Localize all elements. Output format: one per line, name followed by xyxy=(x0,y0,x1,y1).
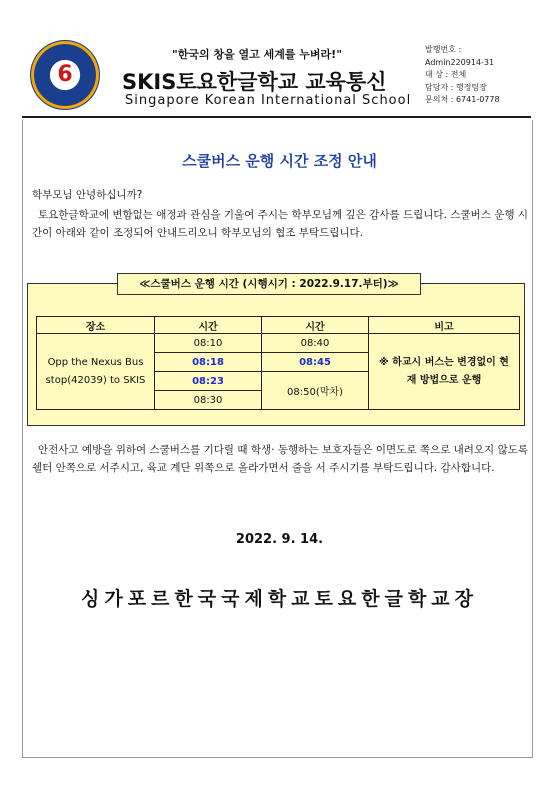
time-a-3: 08:23 xyxy=(155,372,262,391)
manager: 담당자 : 행정팀장 xyxy=(425,82,487,92)
header-divider xyxy=(22,116,531,118)
issue-meta xyxy=(425,44,500,107)
header-time-2: 시간 xyxy=(262,317,369,334)
target-audience: 대 상 : 전체 xyxy=(425,70,467,79)
schedule-table xyxy=(36,316,520,410)
issue-date: 2022. 9. 14. xyxy=(235,532,324,547)
header-time-1: 시간 xyxy=(155,317,262,334)
schedule-box-title: ≪스쿨버스 운행 시간 (시행시기 : 2022.9.17.부터)≫ xyxy=(117,273,421,295)
bus-stop-place: Opp the Nexus Bus stop(42039) to SKIS xyxy=(37,334,155,410)
contact: 문의처 : 6741-0778 xyxy=(425,95,500,104)
school-name-english: Singapore Korean International School xyxy=(125,93,412,108)
header-note: 비고 xyxy=(369,317,520,334)
newsletter-title: SKIS토요한글학교 교육통신 xyxy=(122,70,387,94)
time-b-3: 08:50(막차) xyxy=(262,372,369,410)
time-b-1: 08:40 xyxy=(262,334,369,353)
principal-signature: 싱가포르한국국제학교토요한글학교장 xyxy=(80,588,479,610)
time-a-2: 08:18 xyxy=(155,353,262,372)
issue-label: 발행번호 : xyxy=(425,45,462,54)
document-title: 스쿨버스 운행 시간 조정 안내 xyxy=(182,152,377,170)
greeting: 학부모님 안녕하십니까? xyxy=(32,189,143,201)
time-b-2: 08:45 xyxy=(262,353,369,372)
newsletter-header xyxy=(22,30,531,110)
schedule-note: ※ 하교시 버스는 변경없이 현재 방법으로 운행 xyxy=(369,334,520,410)
slogan: "한국의 창을 열고 세계를 누벼라!" xyxy=(172,48,342,61)
time-a-4: 08:30 xyxy=(155,391,262,410)
safety-paragraph: 안전사고 예방을 위하여 스쿨버스를 기다릴 때 학생· 동행하는 보호자들은 이면도로 쪽으로 내려오지 않도록 쉘터 안쪽으로 서주시고, 육교 계단 위쪽으로 올라가면서 줄을 서 주시기를 부탁드립니다. 감사합니다. xyxy=(32,444,528,474)
school-logo: 6 xyxy=(30,40,100,110)
issue-number: Admin220914-31 xyxy=(425,57,495,67)
header-place: 장소 xyxy=(37,317,155,334)
time-a-1: 08:10 xyxy=(155,334,262,353)
intro-paragraph: 토요한글학교에 변함없는 애정과 관심을 기울여 주시는 학부모님께 깊은 감사를 드립니다. 스쿨버스 운행 시간이 아래와 같이 조정되어 안내드리오니 학부모님의 협조 부탁드립니다. xyxy=(32,209,528,239)
